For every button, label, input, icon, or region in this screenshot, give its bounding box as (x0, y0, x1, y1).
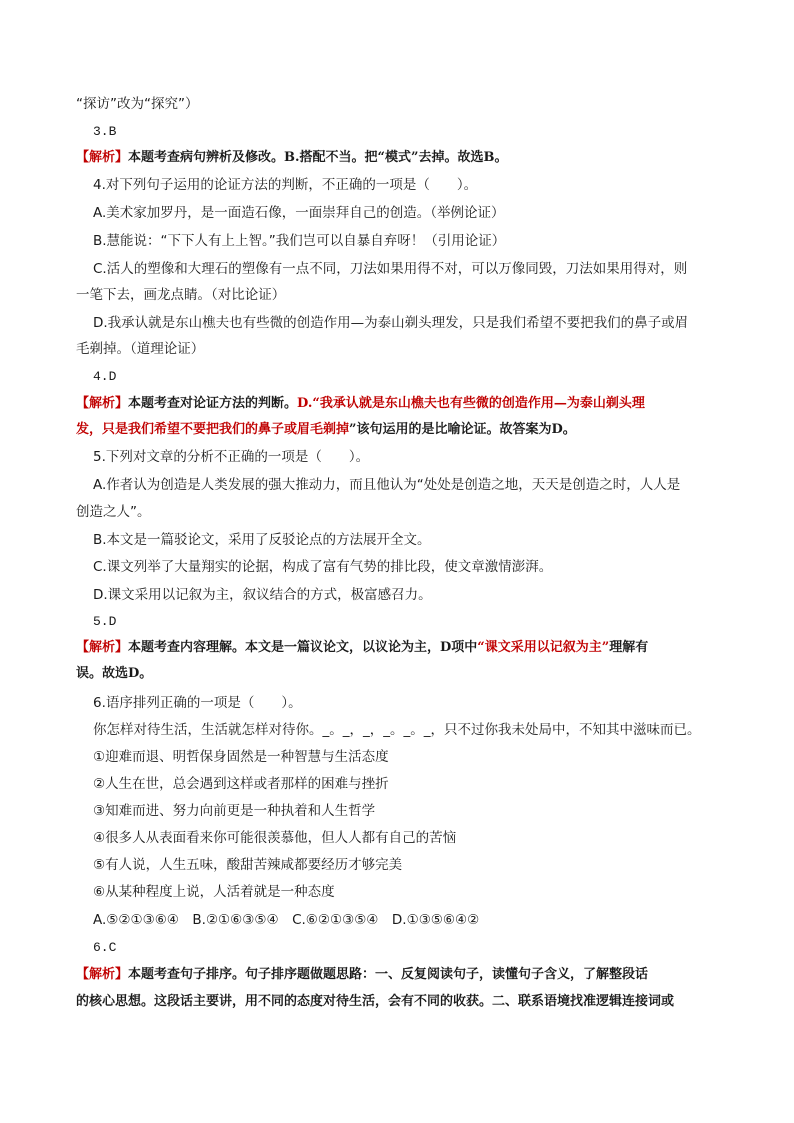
question-6-passage: 你怎样对待生活，生活就怎样对待你。_。_，_，_。_。_，只不过你我未处局中，不知其中滋味而已。 (93, 722, 701, 738)
text-line: “探访”改为“探究”） (76, 96, 199, 112)
sentence-item: ⑥从某种程度上说，人活着就是一种态度 (93, 884, 335, 900)
explanation-line: 发，只是我们希望不要把我们的鼻子或眉毛剃掉”该句运用的是比喻论证。故答案为D。 (76, 422, 576, 437)
option-line: A.作者认为创造是人类发展的强大推动力，而且他认为“处处是创造之地，天天是创造之时，人人是 (93, 477, 681, 493)
question-4-stem: 4.对下列句子运用的论证方法的判断，不正确的一项是（ ）。 (93, 177, 478, 193)
answer-line: 4.D (93, 369, 117, 384)
sentence-item: ④很多人从表面看来你可能很羡慕他，但人人都有自己的苦恼 (93, 830, 457, 846)
explanation-tag: 【解析】 (76, 640, 129, 655)
sentence-item: ③知难而进、努力向前更是一种执着和人生哲学 (93, 803, 376, 819)
option-line: 创造之人”。 (76, 504, 151, 520)
answer-line: 6.C (93, 940, 117, 955)
option-line: C.课文列举了大量翔实的论据，构成了富有气势的排比段，使文章激情澎湃。 (93, 559, 553, 575)
option-line: C.活人的塑像和大理石的塑像有一点不同，刀法如果用得不对，可以万像同毁，刀法如果用得对，则 (93, 261, 688, 277)
sentence-item: ①迎难而退、明哲保身固然是一种智慧与生活态度 (93, 749, 389, 765)
explanation-line: 【解析】本题考查句子排序。句子排序题做题思路：一、反复阅读句子，读懂句子含义，了解整段话 (76, 967, 649, 982)
option-line: B.慧能说：“下下人有上上智。”我们岂可以自暴自弃呀！（引用论证） (93, 233, 506, 249)
option-line: D.课文采用以记叙为主，叙议结合的方式，极富感召力。 (93, 587, 432, 603)
explanation-line: 【解析】本题考查病句辨析及修改。B.搭配不当。把“模式”去掉。故选B。 (76, 150, 508, 165)
option-line: A.⑤②①③⑥④ B.②①⑥③⑤④ C.⑥②①③⑤④ D.①③⑤⑥④② (93, 912, 480, 928)
explanation-tag: 【解析】 (76, 967, 129, 982)
option-line: B.本文是一篇驳论文，采用了反驳论点的方法展开全文。 (93, 532, 431, 548)
option-line: D.我承认就是东山樵夫也有些微的创造作用—为泰山剃头理发，只是我们希望不要把我们的鼻子或眉 (93, 315, 689, 331)
question-5-stem: 5.下列对文章的分析不正确的一项是（ ）。 (93, 449, 370, 465)
explanation-line: 【解析】本题考查内容理解。本文是一篇议论文，以议论为主，D项中“课文采用以记叙为主”理解有 (76, 640, 649, 655)
answer-line: 3.B (93, 124, 117, 139)
question-6-stem: 6.语序排列正确的一项是（ ）。 (93, 695, 302, 711)
explanation-tag: 【解析】 (76, 396, 129, 411)
explanation-line: 【解析】本题考查对论证方法的判断。D.“我承认就是东山樵夫也有些微的创造作用—为泰山剃头理 (76, 396, 645, 411)
sentence-item: ②人生在世，总会遇到这样或者那样的困难与挫折 (93, 776, 389, 792)
answer-line: 5.D (93, 614, 117, 629)
option-line: 一笔下去，画龙点睛。（对比论证） (76, 287, 286, 303)
explanation-line: 误。故选D。 (76, 666, 153, 681)
option-line: 毛剃掉。（道理论证） (76, 341, 205, 357)
explanation-line: 的核心思想。这段话主要讲，用不同的态度对待生活，会有不同的收获。二、联系语境找准逻辑连接词或 (76, 994, 675, 1009)
sentence-item: ⑤有人说，人生五味，酸甜苦辣咸都要经历才够完美 (93, 857, 403, 873)
option-line: A.美术家加罗丹，是一面造石像，一面崇拜自己的创造。（举例论证） (93, 205, 505, 221)
explanation-tag: 【解析】 (76, 150, 129, 165)
